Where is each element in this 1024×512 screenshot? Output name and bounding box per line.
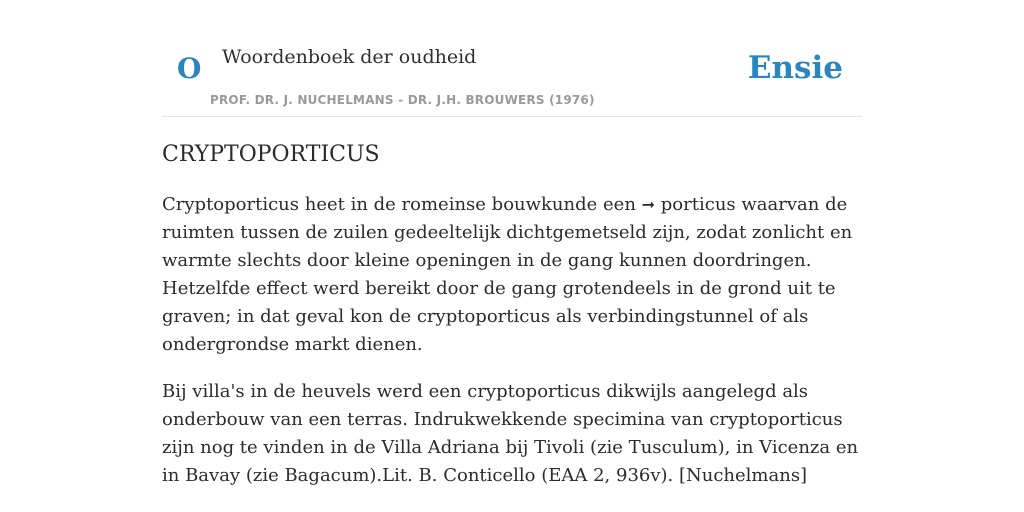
paragraph-text: Cryptoporticus heet in de romeinse bouwkunde een: [162, 194, 642, 215]
header: [162, 0, 862, 117]
ensie-logo[interactable]: Ensie: [747, 50, 843, 86]
dictionary-title-link[interactable]: Woordenboek der oudheid: [222, 46, 477, 68]
paragraph-text: waarvan de ruimten tussen de zuilen gedeeltelijk dichtgemetseld zijn, zodat zonlicht en warmte slechts door kleine openingen in de gang kunnen doordringen. Hetzelfde effect werd bereikt door de gang grotendeels in de grond uit te graven; in dat geval kon de cryptoporticus als verbindingstunnel of als ondergrondse markt dienen.: [162, 194, 853, 355]
porticus-link[interactable]: porticus: [660, 194, 736, 215]
article-paragraph-2: Bij villa's in de heuvels werd een cryptoporticus dikwijls aangelegd als onderbouw van een terras. Indrukwekkende specimina van cryptoporticus zijn nog te vinden in de Villa Adriana bij Tivoli (zie Tusculum), in Vicenza en in Bavay (zie Bagacum).Lit. B. Conticello (EAA 2, 936v). [Nuchelmans]: [162, 381, 859, 486]
article-paragraph-1: [162, 191, 862, 359]
headword-title: CRYPTOPORTICUS: [162, 142, 380, 167]
article: [162, 138, 862, 490]
letter-index-link[interactable]: O: [177, 52, 202, 85]
authors-byline: PROF. DR. J. NUCHELMANS - DR. J.H. BROUWERS (1976): [210, 93, 595, 107]
arrow-right-icon: ➞: [641, 195, 656, 214]
